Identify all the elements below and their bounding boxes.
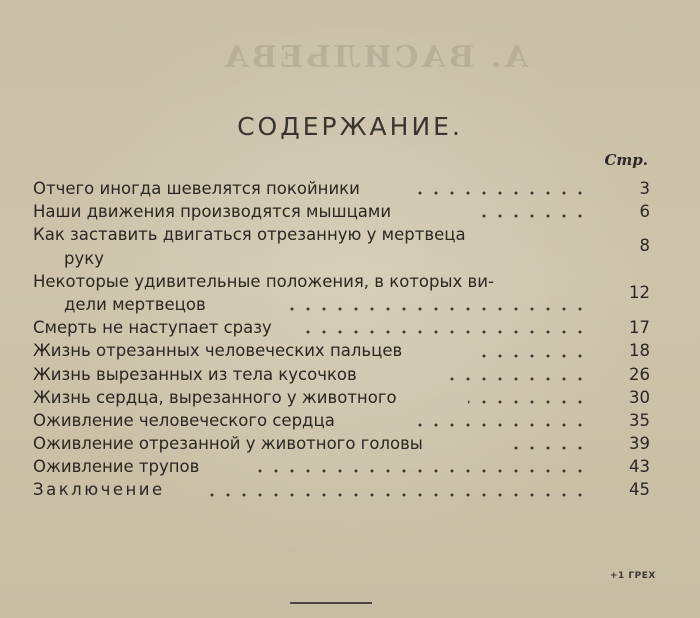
leader-dots bbox=[303, 327, 588, 337]
leader-dots bbox=[208, 490, 588, 500]
toc-entry-title-continued: руку bbox=[64, 248, 104, 268]
toc-entry-title: Жизнь отрезанных человеческих пальцев bbox=[33, 341, 403, 361]
toc-entry bbox=[33, 223, 650, 269]
toc-entry bbox=[33, 270, 650, 316]
toc-entry bbox=[33, 177, 650, 200]
toc-entry-page: 8 bbox=[639, 236, 650, 256]
leader-dots bbox=[418, 188, 588, 198]
leader-dots bbox=[248, 466, 588, 476]
toc-entry-title: Жизнь сердца, вырезанного у животного bbox=[33, 387, 397, 407]
toc-entry bbox=[33, 386, 650, 409]
toc-entry bbox=[33, 478, 650, 501]
leader-dots bbox=[408, 420, 588, 430]
toc-entry bbox=[33, 316, 650, 339]
toc-entry-page: 39 bbox=[629, 434, 650, 454]
toc-entry-title: Отчего иногда шевелятся покойники bbox=[33, 179, 360, 198]
toc-entry-page: 26 bbox=[629, 364, 650, 384]
toc-entry bbox=[33, 455, 650, 478]
leader-dots bbox=[443, 374, 588, 384]
toc-entry-page: 3 bbox=[639, 179, 650, 198]
toc-entry-page: 12 bbox=[629, 282, 650, 302]
toc-entry-page: 6 bbox=[639, 202, 650, 222]
toc-entry-title: Заключение bbox=[33, 480, 165, 500]
toc-entry-page: 35 bbox=[629, 410, 650, 430]
toc-entry-title: Некоторые удивительные положения, в которых ви- bbox=[33, 271, 494, 291]
leader-dots bbox=[288, 304, 588, 314]
toc-entry bbox=[33, 200, 650, 223]
toc-entry-title-continued: дели мертвецов bbox=[64, 294, 206, 314]
toc-entry-page: 43 bbox=[629, 457, 650, 477]
page-column-label: Стр. bbox=[604, 151, 648, 169]
toc-entry-title: Смерть не наступает сразу bbox=[33, 318, 272, 338]
leader-dots bbox=[478, 351, 588, 361]
toc-entry bbox=[33, 432, 650, 455]
toc-entry bbox=[33, 363, 650, 386]
watermark-text: +1 ГРЕХ bbox=[610, 571, 656, 581]
toc-entry-title: Как заставить двигаться отрезанную у мертвеца bbox=[33, 225, 466, 245]
toc-entry bbox=[33, 339, 650, 362]
toc-entry bbox=[33, 409, 650, 432]
toc-entry-page: 30 bbox=[629, 387, 650, 407]
toc-entry-page: 45 bbox=[629, 480, 650, 500]
footer-rule bbox=[290, 602, 372, 604]
toc-entry-page: 18 bbox=[629, 341, 650, 361]
toc-entry-title: Жизнь вырезанных из тела кусочков bbox=[33, 364, 357, 384]
leader-dots bbox=[478, 211, 588, 221]
leader-dots bbox=[508, 443, 588, 453]
toc-entry-title: Оживление человеческого сердца bbox=[33, 410, 335, 430]
toc-entry-title: Наши движения производятся мышцами bbox=[33, 202, 392, 222]
leader-dots bbox=[468, 397, 588, 407]
toc-entry-page: 17 bbox=[629, 318, 650, 338]
toc-entry-title: Оживление отрезанной у животного головы bbox=[33, 434, 423, 454]
table-of-contents bbox=[33, 177, 650, 502]
bleedthrough-text: А. ВАСИЛЬЕВА bbox=[221, 40, 529, 75]
page-title: СОДЕРЖАНИЕ. bbox=[237, 112, 463, 141]
toc-entry-title: Оживление трупов bbox=[33, 457, 200, 477]
